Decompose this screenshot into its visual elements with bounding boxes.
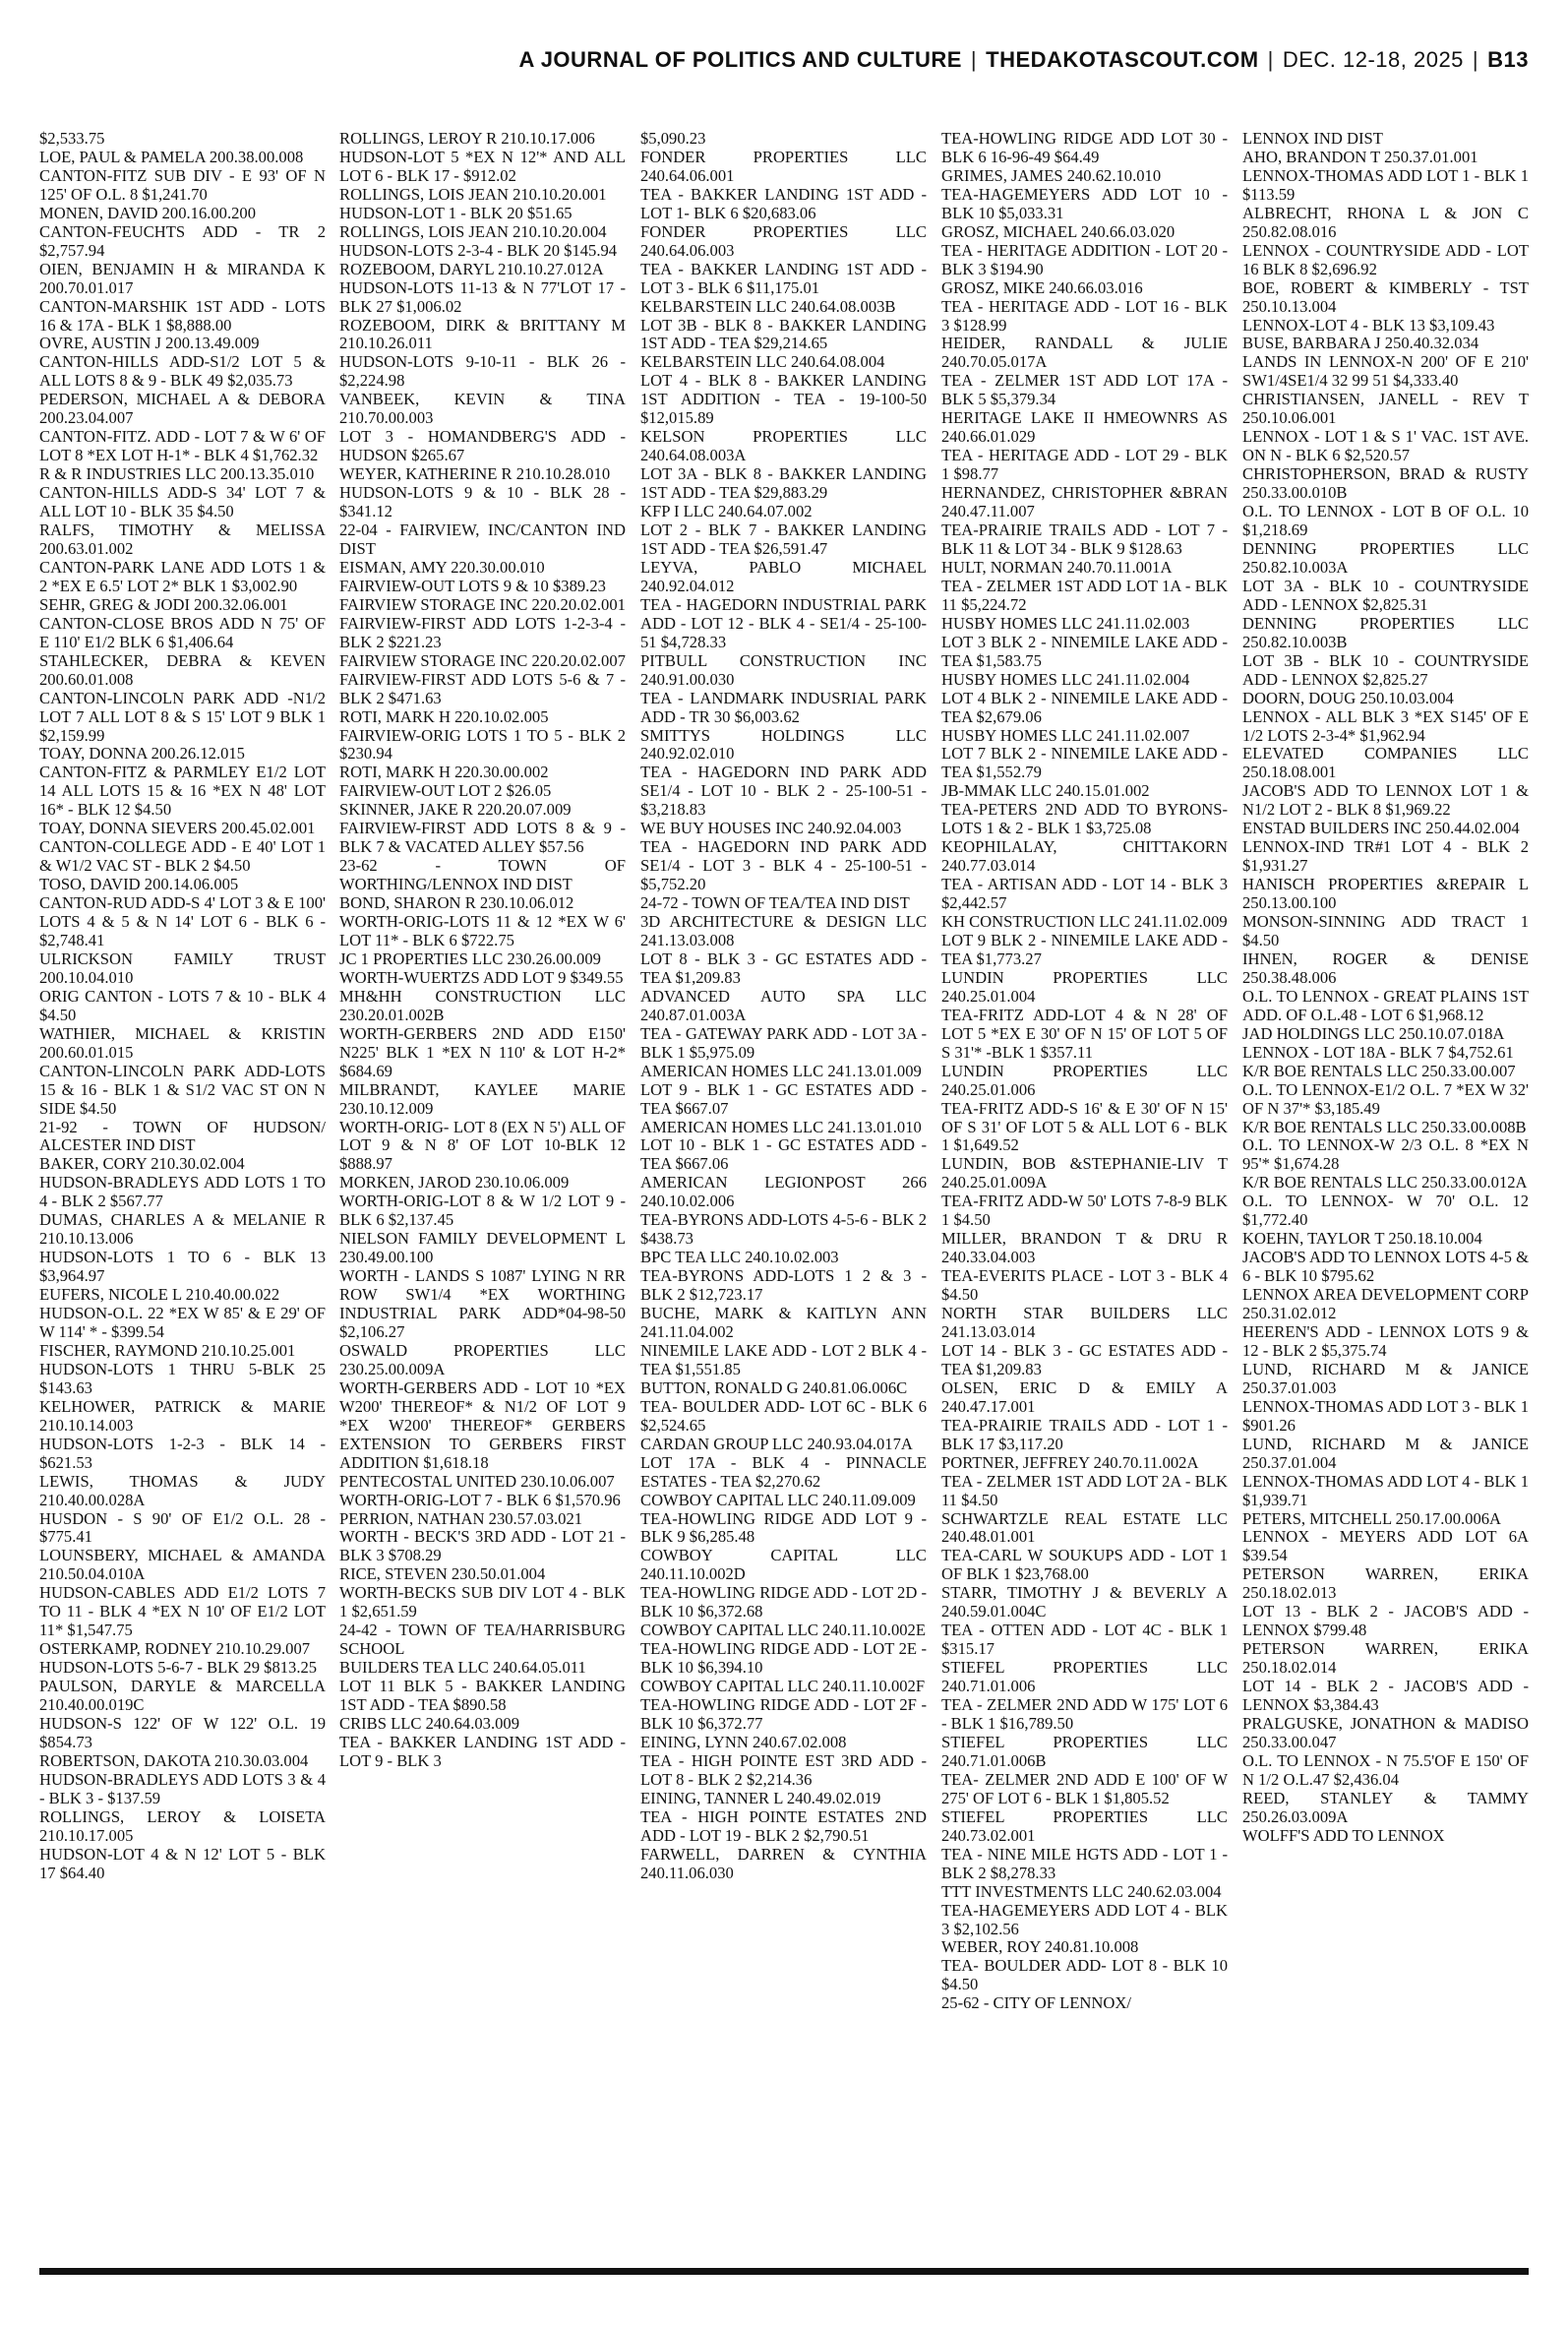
notice-entry: OSWALD PROPERTIES LLC 230.25.00.009A — [339, 1340, 626, 1378]
notice-entry: HUDSON-CABLES ADD E1/2 LOTS 7 TO 11 - BLK 4 *EX N 10' OF E1/2 LOT 11* $1,547.75 — [39, 1583, 326, 1640]
notice-entry: HUDSON-LOT 4 & N 12' LOT 5 - BLK 17 $64.40 — [39, 1844, 326, 1882]
notice-entry: LENNOX - ALL BLK 3 *EX S145' OF E 1/2 LOTS 2-3-4* $1,962.94 — [1242, 706, 1529, 745]
notice-entry: PITBULL CONSTRUCTION INC 240.91.00.030 — [640, 650, 927, 689]
bottom-rule — [39, 2268, 1529, 2275]
notice-entry: DENNING PROPERTIES LLC 250.82.10.003A — [1242, 538, 1529, 577]
notice-entry: O.L. TO LENNOX - LOT B OF O.L. 10 $1,218.69 — [1242, 502, 1529, 540]
header-separator: | — [1267, 47, 1274, 72]
notice-entry: TEA - LANDMARK INDUSRIAL PARK ADD - TR 30 $6,003.62 — [640, 688, 927, 726]
notice-entry: TOAY, DONNA SIEVERS 200.45.02.001 — [39, 819, 316, 838]
notice-entry: O.L. TO LENNOX- W 70' O.L. 12 $1,772.40 — [1242, 1192, 1529, 1230]
notice-entry: WORTH-WUERTZS ADD LOT 9 $349.55 — [339, 967, 624, 987]
notice-entry: LOT 14 - BLK 2 - JACOB'S ADD - LENNOX $3,384.43 — [1242, 1677, 1529, 1715]
notice-entry: FAIRVIEW STORAGE INC 220.20.02.007 — [339, 650, 626, 670]
notice-entry: TEA - BAKKER LANDING 1ST ADD - LOT 1- BLK 6 $20,683.06 — [640, 184, 927, 222]
notice-entry: FAIRVIEW-OUT LOT 2 $26.05 — [339, 781, 552, 801]
notice-entry: STIEFEL PROPERTIES LLC 240.71.01.006 — [941, 1658, 1228, 1696]
notice-entry: MILBRANDT, KAYLEE MARIE 230.10.12.009 — [339, 1079, 626, 1118]
notice-entry: WORTH-ORIG-LOTS 11 & 12 *EX W 6' LOT 11* - BLK 6 $722.75 — [339, 912, 626, 949]
notice-entry: TEA-BYRONS ADD-LOTS 1 2 & 3 - BLK 2 $12,723.17 — [640, 1266, 927, 1305]
notice-entry: TEA-HAGEMEYERS ADD LOT 4 - BLK 3 $2,102.56 — [941, 1900, 1228, 1938]
notice-entry: CANTON-HILLS ADD-S 34' LOT 7 & ALL LOT 10 - BLK 35 $4.50 — [39, 483, 326, 521]
notice-entry: HUDSON-LOT 5 *EX N 12'* AND ALL LOT 6 - BLK 17 - $912.02 — [339, 147, 626, 185]
notice-entry: LOT 3 BLK 2 - NINEMILE LAKE ADD -TEA $1,583.75 — [941, 632, 1228, 670]
notice-entry: MILLER, BRANDON T & DRU R 240.33.04.003 — [941, 1229, 1228, 1267]
notice-entry: CANTON-LINCOLN PARK ADD-LOTS 15 & 16 - BLK 1 & S1/2 VAC ST ON N SIDE $4.50 — [39, 1061, 326, 1118]
notice-entry: TEA-HOWLING RIDGE ADD LOT 30 - BLK 6 16-96-49 $64.49 — [941, 130, 1228, 166]
notice-entry: HUDSON-BRADLEYS ADD LOTS 3 & 4 - BLK 3 - $137.59 — [39, 1769, 326, 1807]
notice-entry: CANTON-HILLS ADD-S1/2 LOT 5 & ALL LOTS 8 & 9 - BLK 49 $2,035.73 — [39, 352, 326, 391]
column-3 — [640, 130, 927, 2263]
column-5 — [1242, 130, 1529, 2263]
notice-entry: BOE, ROBERT & KIMBERLY - TST 250.10.13.004 — [1242, 277, 1529, 316]
notice-entry: CHRISTOPHERSON, BRAD & RUSTY 250.33.00.010B — [1242, 464, 1529, 503]
notice-entry: COWBOY CAPITAL LLC 240.11.09.009 — [640, 1490, 916, 1509]
notice-entry: HUDSON-LOTS 2-3-4 - BLK 20 $145.94 — [339, 240, 618, 260]
notice-entry: ROBERTSON, DAKOTA 210.30.03.004 — [39, 1750, 309, 1770]
notice-entry: TEA - NINE MILE HGTS ADD - LOT 1 - BLK 2 $8,278.33 — [941, 1844, 1228, 1882]
notice-entry: JC 1 PROPERTIES LLC 230.26.00.009 — [339, 948, 601, 968]
notice-entry: ALBRECHT, RHONA L & JON C 250.82.08.016 — [1242, 203, 1529, 241]
notice-entry: EINING, LYNN 240.67.02.008 — [640, 1732, 847, 1751]
notice-entry: 23-62 - TOWN OF WORTHING/LENNOX IND DIST — [339, 856, 626, 894]
notice-entry: TEA-PRAIRIE TRAILS ADD - LOT 7 - BLK 11 & LOT 34 - BLK 9 $128.63 — [941, 520, 1228, 558]
notice-entry: BAKER, CORY 210.30.02.004 — [39, 1154, 245, 1174]
notice-entry: TEA-FRITZ ADD-W 50' LOTS 7-8-9 BLK 1 $4.50 — [941, 1192, 1228, 1230]
notice-entry: LOT 9 - BLK 1 - GC ESTATES ADD - TEA $667.07 — [640, 1079, 927, 1118]
notice-entry: TEA - HIGH POINTE EST 3RD ADD - LOT 8 - BLK 2 $2,214.36 — [640, 1750, 927, 1789]
notice-entry: TOSO, DAVID 200.14.06.005 — [39, 875, 239, 894]
notice-entry: SKINNER, JAKE R 220.20.07.009 — [339, 800, 572, 820]
notice-entry: LUNDIN PROPERTIES LLC 240.25.01.004 — [941, 967, 1228, 1006]
notice-entry: CANTON-COLLEGE ADD - E 40' LOT 1 & W1/2 VAC ST - BLK 2 $4.50 — [39, 837, 326, 876]
notice-entry: R & R INDUSTRIES LLC 200.13.35.010 — [39, 464, 315, 484]
notice-entry: AMERICAN HOMES LLC 241.13.01.010 — [640, 1117, 922, 1136]
notice-entry: WE BUY HOUSES INC 240.92.04.003 — [640, 819, 902, 838]
notice-entry: NIELSON FAMILY DEVELOPMENT L 230.49.00.100 — [339, 1229, 626, 1267]
notice-entry: LENNOX-THOMAS ADD LOT 4 - BLK 1 $1,939.71 — [1242, 1471, 1529, 1509]
notice-entry: BUCHE, MARK & KAITLYN ANN 241.11.04.002 — [640, 1304, 927, 1341]
notice-entry: TEA-HOWLING RIDGE ADD - LOT 2D - BLK 10 $6,372.68 — [640, 1583, 927, 1621]
notice-entry: AHO, BRANDON T 250.37.01.001 — [1242, 147, 1478, 166]
notice-entry: LOT 4 BLK 2 - NINEMILE LAKE ADD -TEA $2,679.06 — [941, 688, 1228, 726]
notice-entry: TEA - HAGEDORN IND PARK ADD SE1/4 - LOT 3 - BLK 4 - 25-100-51 - $5,752.20 — [640, 837, 927, 894]
notice-entry: ENSTAD BUILDERS INC 250.44.02.004 — [1242, 819, 1520, 838]
notice-entry: MH&HH CONSTRUCTION LLC 230.20.01.002B — [339, 986, 626, 1024]
notice-entry: WORTH-BECKS SUB DIV LOT 4 - BLK 1 $2,651.59 — [339, 1583, 626, 1621]
notice-entry: ELEVATED COMPANIES LLC 250.18.08.001 — [1242, 744, 1529, 782]
notice-entry: KH CONSTRUCTION LLC 241.11.02.009 — [941, 912, 1228, 932]
notice-entry: SMITTYS HOLDINGS LLC 240.92.02.010 — [640, 725, 927, 764]
notice-entry: LOT 3A - BLK 10 - COUNTRYSIDE ADD - LENNOX $2,825.31 — [1242, 576, 1529, 614]
notice-entry: VANBEEK, KEVIN & TINA 210.70.00.003 — [339, 390, 626, 428]
notice-entry: TEA- ZELMER 2ND ADD E 100' OF W 275' OF LOT 6 - BLK 1 $1,805.52 — [941, 1769, 1228, 1807]
notice-entry: 22-04 - FAIRVIEW, INC/CANTON IND DIST — [339, 520, 626, 558]
notice-entry: $5,090.23 — [640, 130, 706, 148]
notice-entry: ULRICKSON FAMILY TRUST 200.10.04.010 — [39, 948, 326, 987]
notice-entry: LENNOX AREA DEVELOPMENT CORP 250.31.02.012 — [1242, 1285, 1529, 1323]
notice-entry: GROSZ, MIKE 240.66.03.016 — [941, 277, 1143, 297]
notice-entry: RICE, STEVEN 230.50.01.004 — [339, 1564, 546, 1584]
notice-entry: TEA-HOWLING RIDGE ADD - LOT 2F - BLK 10 $6,372.77 — [640, 1695, 927, 1734]
notice-entry: LOT 2 - BLK 7 - BAKKER LANDING 1ST ADD - TEA $26,591.47 — [640, 520, 927, 558]
notice-entry: EINING, TANNER L 240.49.02.019 — [640, 1788, 881, 1807]
notice-entry: HEIDER, RANDALL & JULIE 240.70.05.017A — [941, 334, 1228, 372]
column-2 — [339, 130, 626, 2263]
notice-entry: LOT 17A - BLK 4 - PINNACLE ESTATES - TEA $2,270.62 — [640, 1452, 927, 1491]
notice-entry: LENNOX IND DIST — [1242, 130, 1383, 148]
notice-entry: TEA - ZELMER 2ND ADD W 175' LOT 6 - BLK 1 $16,789.50 — [941, 1695, 1228, 1734]
notice-entry: LANDS IN LENNOX-N 200' OF E 210' SW1/4SE1/4 32 99 51 $4,333.40 — [1242, 352, 1529, 391]
notice-entry: KFP I LLC 240.64.07.002 — [640, 502, 813, 521]
notice-entry: WOLFF'S ADD TO LENNOX — [1242, 1825, 1445, 1845]
notice-entry: LOT 8 - BLK 3 - GC ESTATES ADD - TEA $1,209.83 — [640, 948, 927, 987]
notice-entry: TEA - BAKKER LANDING 1ST ADD - LOT 3 - BLK 6 $11,175.01 — [640, 259, 927, 297]
notice-entry: LENNOX - MEYERS ADD LOT 6A $39.54 — [1242, 1527, 1529, 1565]
notice-entry: TEA - HIGH POINTE ESTATES 2ND ADD - LOT 19 - BLK 2 $2,790.51 — [640, 1806, 927, 1845]
notice-entry: OVRE, AUSTIN J 200.13.49.009 — [39, 334, 260, 353]
notice-entry: LUND, RICHARD M & JANICE 250.37.01.003 — [1242, 1359, 1529, 1397]
notice-entry: CANTON-FITZ. ADD - LOT 7 & W 6' OF LOT 8 *EX LOT H-1* - BLK 4 $1,762.32 — [39, 427, 326, 465]
notice-entry: FAIRVIEW-OUT LOTS 9 & 10 $389.23 — [339, 576, 606, 595]
notice-entry: KOEHN, TAYLOR T 250.18.10.004 — [1242, 1229, 1482, 1249]
website-name: THEDAKOTASCOUT.COM — [986, 47, 1259, 72]
notice-entry: COWBOY CAPITAL LLC 240.11.10.002F — [640, 1677, 926, 1696]
notice-entry: CANTON-LINCOLN PARK ADD -N1/2 LOT 7 ALL LOT 8 & S 15' LOT 9 BLK 1 $2,159.99 — [39, 688, 326, 745]
notice-entry: TEA - BAKKER LANDING 1ST ADD - LOT 9 - BLK 3 — [339, 1732, 626, 1770]
notice-entry: KEOPHILALAY, CHITTAKORN 240.77.03.014 — [941, 837, 1228, 876]
notice-entry: ROTI, MARK H 220.30.00.002 — [339, 763, 549, 782]
notice-entry: WATHIER, MICHAEL & KRISTIN 200.60.01.015 — [39, 1023, 326, 1062]
notice-entry: AMERICAN LEGIONPOST 266 240.10.02.006 — [640, 1173, 927, 1211]
publication-tagline: A JOURNAL OF POLITICS AND CULTURE — [518, 47, 962, 72]
notice-entry: WORTH-GERBERS 2ND ADD E150' N225' BLK 1 *EX N 110' & LOT H-2* $684.69 — [339, 1023, 626, 1080]
notice-entry: TEA - ZELMER 1ST ADD LOT 17A - BLK 5 $5,379.34 — [941, 371, 1228, 409]
notice-entry: PENTECOSTAL UNITED 230.10.06.007 — [339, 1471, 615, 1491]
notice-entry: 24-42 - TOWN OF TEA/HARRISBURG SCHOOL — [339, 1621, 626, 1659]
notice-entry: 21-92 - TOWN OF HUDSON/ ALCESTER IND DIST — [39, 1117, 326, 1155]
notice-entry: WEYER, KATHERINE R 210.10.28.010 — [339, 464, 611, 484]
notice-entry: FISCHER, RAYMOND 210.10.25.001 — [39, 1340, 296, 1360]
notice-entry: WORTH-ORIG-LOT 7 - BLK 6 $1,570.96 — [339, 1490, 621, 1509]
notice-entry: ROLLINGS, LOIS JEAN 210.10.20.001 — [339, 184, 607, 204]
notice-entry: MONSON-SINNING ADD TRACT 1 $4.50 — [1242, 912, 1529, 949]
notice-entry: WORTH-ORIG-LOT 8 & W 1/2 LOT 9 - BLK 6 $2,137.45 — [339, 1192, 626, 1230]
notice-entry: WORTH-ORIG- LOT 8 (EX N 5') ALL OF LOT 9 & N 8' OF LOT 10-BLK 12 $888.97 — [339, 1117, 626, 1174]
notice-entry: CANTON-MARSHIK 1ST ADD - LOTS 16 & 17A - BLK 1 $8,888.00 — [39, 296, 326, 335]
notice-entry: CRIBS LLC 240.64.03.009 — [339, 1714, 520, 1734]
notice-entry: HUDSON-LOTS 9 & 10 - BLK 28 - $341.12 — [339, 483, 626, 521]
notice-entry: IHNEN, ROGER & DENISE 250.38.48.006 — [1242, 948, 1529, 987]
notice-entry: LOT 10 - BLK 1 - GC ESTATES ADD - TEA $667.06 — [640, 1135, 927, 1174]
notice-entry: TEA - HERITAGE ADD - LOT 16 - BLK 3 $128.99 — [941, 296, 1228, 335]
notice-entry: O.L. TO LENNOX - GREAT PLAINS 1ST ADD. OF O.L.48 - LOT 6 $1,968.12 — [1242, 986, 1529, 1024]
notice-entry: LOT 11 BLK 5 - BAKKER LANDING 1ST ADD - TEA $890.58 — [339, 1677, 626, 1715]
notice-entry: TEA - ZELMER 1ST ADD LOT 2A - BLK 11 $4.50 — [941, 1471, 1228, 1509]
notice-entry: ROZEBOOM, DARYL 210.10.27.012A — [339, 259, 604, 278]
notice-entry: EUFERS, NICOLE L 210.40.00.022 — [39, 1285, 280, 1305]
notice-entry: TEA-HOWLING RIDGE ADD - LOT 2E - BLK 10 $6,394.10 — [640, 1639, 927, 1678]
notice-entry: O.L. TO LENNOX - N 75.5'OF E 150' OF N 1/2 O.L.47 $2,436.04 — [1242, 1750, 1529, 1789]
notice-entry: TEA-EVERITS PLACE - LOT 3 - BLK 4 $4.50 — [941, 1266, 1228, 1305]
notice-entry: ROTI, MARK H 220.10.02.005 — [339, 706, 549, 726]
notice-entry: OLSEN, ERIC D & EMILY A 240.47.17.001 — [941, 1377, 1228, 1416]
notice-entry: HUSBY HOMES LLC 241.11.02.003 — [941, 613, 1190, 633]
notice-entry: WORTH-GERBERS ADD - LOT 10 *EX W200' THEREOF* & N1/2 OF LOT 9 *EX W200' THEREOF* GERBERS EXTENSION TO GERBERS FIRST ADDITION $1,618.18 — [339, 1377, 626, 1472]
notice-entry: DUMAS, CHARLES A & MELANIE R 210.10.13.006 — [39, 1210, 326, 1249]
notice-entry: HULT, NORMAN 240.70.11.001A — [941, 557, 1173, 577]
notice-entry: CANTON-CLOSE BROS ADD N 75' OF E 110' E1/2 BLK 6 $1,406.64 — [39, 613, 326, 651]
notice-entry: PETERSON WARREN, ERIKA 250.18.02.014 — [1242, 1639, 1529, 1678]
notice-entry: PAULSON, DARYLE & MARCELLA 210.40.00.019C — [39, 1677, 326, 1715]
notice-entry: LOT 14 - BLK 3 - GC ESTATES ADD - TEA $1,209.83 — [941, 1340, 1228, 1378]
notice-entry: HUSBY HOMES LLC 241.11.02.007 — [941, 725, 1190, 745]
issue-date: DEC. 12-18, 2025 — [1282, 47, 1464, 72]
notice-entry: JACOB'S ADD TO LENNOX LOTS 4-5 & 6 - BLK 10 $795.62 — [1242, 1248, 1529, 1286]
notice-entry: BOND, SHARON R 230.10.06.012 — [339, 893, 574, 913]
notice-entry: LENNOX-LOT 4 - BLK 13 $3,109.43 — [1242, 315, 1495, 335]
notice-entry: LOT 3B - BLK 8 - BAKKER LANDING 1ST ADD - TEA $29,214.65 — [640, 315, 927, 353]
notice-entry: O.L. TO LENNOX-E1/2 O.L. 7 *EX W 32' OF N 37'* $3,185.49 — [1242, 1079, 1529, 1118]
notice-entry: TTT INVESTMENTS LLC 240.62.03.004 — [941, 1881, 1222, 1901]
notice-entry: LOT 3A - BLK 8 - BAKKER LANDING 1ST ADD - TEA $29,883.29 — [640, 464, 927, 503]
notice-entry: TEA - HAGEDORN IND PARK ADD SE1/4 - LOT 10 - BLK 2 - 25-100-51 - $3,218.83 — [640, 763, 927, 820]
notice-entry: KELHOWER, PATRICK & MARIE 210.10.14.003 — [39, 1396, 326, 1435]
notice-entry: HEEREN'S ADD - LENNOX LOTS 9 & 12 - BLK 2 $5,375.74 — [1242, 1322, 1529, 1360]
notice-entry: K/R BOE RENTALS LLC 250.33.00.007 — [1242, 1061, 1516, 1080]
notice-entry: LUND, RICHARD M & JANICE 250.37.01.004 — [1242, 1434, 1529, 1472]
notice-entry: CARDAN GROUP LLC 240.93.04.017A — [640, 1434, 913, 1453]
notice-entry: SEHR, GREG & JODI 200.32.06.001 — [39, 594, 288, 614]
notice-entry: TEA-CARL W SOUKUPS ADD - LOT 1 OF BLK 1 $23,768.00 — [941, 1546, 1228, 1584]
notice-entry: TEA-HOWLING RIDGE ADD LOT 9 - BLK 9 $6,285.48 — [640, 1508, 927, 1547]
notice-entry: CANTON-FITZ & PARMLEY E1/2 LOT 14 ALL LOTS 15 & 16 *EX N 48' LOT 16* - BLK 12 $4.50 — [39, 763, 326, 820]
notice-entry: ROLLINGS, LEROY R 210.10.17.006 — [339, 130, 595, 148]
notice-entry: LENNOX-THOMAS ADD LOT 3 - BLK 1 $901.26 — [1242, 1396, 1529, 1435]
page-header — [39, 47, 1529, 85]
notice-entry: MORKEN, JAROD 230.10.06.009 — [339, 1173, 570, 1193]
notice-entry: K/R BOE RENTALS LLC 250.33.00.008B — [1242, 1117, 1527, 1136]
notice-entry: TEA - HERITAGE ADD - LOT 29 - BLK 1 $98.77 — [941, 446, 1228, 484]
notice-entry: CANTON-RUD ADD-S 4' LOT 3 & E 100' LOTS 4 & 5 & N 14' LOT 6 - BLK 6 - $2,748.41 — [39, 893, 326, 949]
notice-entry: ROZEBOOM, DIRK & BRITTANY M 210.10.26.011 — [339, 315, 626, 353]
notice-entry: FAIRVIEW STORAGE INC 220.20.02.001 — [339, 594, 626, 614]
notice-entry: HUDSON-LOTS 1-2-3 - BLK 14 - $621.53 — [39, 1434, 326, 1472]
notice-entry: HUSBY HOMES LLC 241.11.02.004 — [941, 669, 1190, 689]
notice-entry: JACOB'S ADD TO LENNOX LOT 1 & N1/2 LOT 2 - BLK 8 $1,969.22 — [1242, 781, 1529, 820]
notice-entry: STIEFEL PROPERTIES LLC 240.71.01.006B — [941, 1732, 1228, 1770]
notice-entry: LUNDIN PROPERTIES LLC 240.25.01.006 — [941, 1061, 1228, 1099]
notice-entry: FAIRVIEW-ORIG LOTS 1 TO 5 - BLK 2 $230.94 — [339, 725, 626, 764]
notice-entry: TEA - HAGEDORN INDUSTRIAL PARK ADD - LOT 12 - BLK 4 - SE1/4 - 25-100-51 $4,728.33 — [640, 594, 927, 651]
notice-entry: DOORN, DOUG 250.10.03.004 — [1242, 688, 1454, 707]
notice-entry: TEA-PETERS 2ND ADD TO BYRONS-LOTS 1 & 2 - BLK 1 $3,725.08 — [941, 800, 1228, 838]
notice-entry: HUDSON-O.L. 22 *EX W 85' & E 29' OF W 114' * - $399.54 — [39, 1304, 326, 1341]
notice-entry: TEA-HAGEMEYERS ADD LOT 10 - BLK 10 $5,033.31 — [941, 184, 1228, 222]
notice-entry: GRIMES, JAMES 240.62.10.010 — [941, 165, 1162, 185]
notice-entry: ROLLINGS, LOIS JEAN 210.10.20.004 — [339, 221, 607, 241]
notice-entry: HUDSON-LOTS 1 TO 6 - BLK 13 $3,964.97 — [39, 1248, 326, 1286]
notice-entry: NORTH STAR BUILDERS LLC 241.13.03.014 — [941, 1304, 1228, 1341]
notice-entry: BUILDERS TEA LLC 240.64.05.011 — [339, 1658, 586, 1678]
notice-entry: 24-72 - TOWN OF TEA/TEA IND DIST — [640, 893, 910, 913]
notice-entry: LOUNSBERY, MICHAEL & AMANDA 210.50.04.010A — [39, 1546, 326, 1584]
notice-entry: ROLLINGS, LEROY & LOISETA 210.10.17.005 — [39, 1806, 326, 1845]
notice-entry: TOAY, DONNA 200.26.12.015 — [39, 744, 245, 764]
notice-entry: CANTON-FITZ SUB DIV - E 93' OF N 125' OF O.L. 8 $1,241.70 — [39, 165, 326, 204]
notice-entry: LOT 3 - HOMANDBERG'S ADD - HUDSON $265.67 — [339, 427, 626, 465]
notice-entry: MONEN, DAVID 200.16.00.200 — [39, 203, 257, 222]
notice-entry: TEA - HERITAGE ADDITION - LOT 20 - BLK 3 $194.90 — [941, 240, 1228, 278]
notice-entry: KELBARSTEIN LLC 240.64.08.004 — [640, 352, 885, 372]
notice-entry: LUNDIN, BOB &STEPHANIE-LIV T 240.25.01.009A — [941, 1154, 1228, 1193]
notice-entry: LOT 7 BLK 2 - NINEMILE LAKE ADD -TEA $1,552.79 — [941, 744, 1228, 782]
notice-entry: TEA- BOULDER ADD- LOT 8 - BLK 10 $4.50 — [941, 1956, 1228, 1994]
notice-entry: BUSE, BARBARA J 250.40.32.034 — [1242, 334, 1479, 353]
notice-entry: LEWIS, THOMAS & JUDY 210.40.00.028A — [39, 1471, 326, 1509]
notice-entry: TEA-PRAIRIE TRAILS ADD - LOT 1 - BLK 17 $3,117.20 — [941, 1415, 1228, 1453]
notice-entry: EISMAN, AMY 220.30.00.010 — [339, 557, 545, 577]
notice-entry: LOT 3B - BLK 10 - COUNTRYSIDE ADD - LENNOX $2,825.27 — [1242, 650, 1529, 689]
notice-entry: TEA - GATEWAY PARK ADD - LOT 3A - BLK 1 $5,975.09 — [640, 1023, 927, 1062]
notice-entry: LOT 13 - BLK 2 - JACOB'S ADD - LENNOX $799.48 — [1242, 1602, 1529, 1640]
notice-entry: AMERICAN HOMES LLC 241.13.01.009 — [640, 1061, 922, 1080]
notice-entry: FONDER PROPERTIES LLC 240.64.06.003 — [640, 221, 927, 260]
notice-entry: WORTH - LANDS S 1087' LYING N RR ROW SW1/4 *EX WORTHING INDUSTRIAL PARK ADD*04-98-50 $2,106.27 — [339, 1266, 626, 1341]
notice-entry: O.L. TO LENNOX-W 2/3 O.L. 8 *EX N 95'* $1,674.28 — [1242, 1135, 1529, 1174]
notice-entry: FAIRVIEW-FIRST ADD LOTS 5-6 & 7 - BLK 2 $471.63 — [339, 669, 626, 707]
notice-entry: HUDSON-LOTS 9-10-11 - BLK 26 - $2,224.98 — [339, 352, 626, 391]
notice-entry: LENNOX - LOT 18A - BLK 7 $4,752.61 — [1242, 1042, 1514, 1062]
notice-entry: FARWELL, DARREN & CYNTHIA 240.11.06.030 — [640, 1844, 927, 1882]
notice-entry: COWBOY CAPITAL LLC 240.11.10.002D — [640, 1546, 927, 1584]
notice-entry: HANISCH PROPERTIES &REPAIR L 250.13.00.100 — [1242, 875, 1529, 913]
notice-entry: JAD HOLDINGS LLC 250.10.07.018A — [1242, 1023, 1505, 1043]
notice-entry: HUDSON-LOTS 11-13 & N 77'LOT 17 - BLK 27 $1,006.02 — [339, 277, 626, 316]
notice-entry: HUSDON - S 90' OF E1/2 O.L. 28 - $775.41 — [39, 1508, 326, 1547]
column-4 — [941, 130, 1228, 2263]
column-1 — [39, 130, 326, 2263]
notice-entry: HUDSON-S 122' OF W 122' O.L. 19 $854.73 — [39, 1714, 326, 1751]
notice-entry: HERITAGE LAKE II HMEOWNRS AS 240.66.01.029 — [941, 408, 1228, 447]
notice-entry: TEA-FRITZ ADD-S 16' & E 30' OF N 15' OF S 31' OF LOT 5 & ALL LOT 6 - BLK 1 $1,649.52 — [941, 1098, 1228, 1155]
notice-entry: TEA- BOULDER ADD- LOT 6C - BLK 6 $2,524.65 — [640, 1396, 927, 1435]
notice-entry: ORIG CANTON - LOTS 7 & 10 - BLK 4 $4.50 — [39, 986, 326, 1024]
notice-entry: PORTNER, JEFFREY 240.70.11.002A — [941, 1452, 1199, 1472]
notice-entry: STARR, TIMOTHY J & BEVERLY A 240.59.01.004C — [941, 1583, 1228, 1621]
notice-entry: STIEFEL PROPERTIES LLC 240.73.02.001 — [941, 1806, 1228, 1845]
notice-entry: DENNING PROPERTIES LLC 250.82.10.003B — [1242, 613, 1529, 651]
notice-entry: KELSON PROPERTIES LLC 240.64.08.003A — [640, 427, 927, 465]
notice-entry: COWBOY CAPITAL LLC 240.11.10.002E — [640, 1621, 926, 1640]
notice-entry: SCHWARTZLE REAL ESTATE LLC 240.48.01.001 — [941, 1508, 1228, 1547]
notice-entry: KELBARSTEIN LLC 240.64.08.003B — [640, 296, 896, 316]
notice-entry: PETERS, MITCHELL 250.17.00.006A — [1242, 1508, 1502, 1528]
notice-entry: ADVANCED AUTO SPA LLC 240.87.01.003A — [640, 986, 927, 1024]
notice-entry: 3D ARCHITECTURE & DESIGN LLC 241.13.03.008 — [640, 912, 927, 949]
notice-entry: GROSZ, MICHAEL 240.66.03.020 — [941, 221, 1176, 241]
notice-entry: PETERSON WARREN, ERIKA 250.18.02.013 — [1242, 1564, 1529, 1603]
notice-entry: TEA - ARTISAN ADD - LOT 14 - BLK 3 $2,442.57 — [941, 875, 1228, 913]
legal-notice-columns — [39, 130, 1529, 2263]
notice-entry: NINEMILE LAKE ADD - LOT 2 BLK 4 - TEA $1,551.85 — [640, 1340, 927, 1378]
notice-entry: HERNANDEZ, CHRISTOPHER &BRAN 240.47.11.007 — [941, 483, 1228, 521]
notice-entry: LOT 9 BLK 2 - NINEMILE LAKE ADD -TEA $1,773.27 — [941, 930, 1228, 968]
notice-entry: CHRISTIANSEN, JANELL - REV T 250.10.06.001 — [1242, 390, 1529, 428]
notice-entry: LOT 4 - BLK 8 - BAKKER LANDING 1ST ADDITION - TEA - 19-100-50 $12,015.89 — [640, 371, 927, 428]
notice-entry: TEA-FRITZ ADD-LOT 4 & N 28' OF LOT 5 *EX E 30' OF N 15' OF LOT 5 OF S 31'* -BLK 1 $357.11 — [941, 1005, 1228, 1062]
notice-entry: PEDERSON, MICHAEL A & DEBORA 200.23.04.007 — [39, 390, 326, 428]
notice-entry: TEA - OTTEN ADD - LOT 4C - BLK 1 $315.17 — [941, 1621, 1228, 1659]
header-separator: | — [970, 47, 978, 72]
notice-entry: LENNOX-IND TR#1 LOT 4 - BLK 2 $1,931.27 — [1242, 837, 1529, 876]
notice-entry: WORTH - BECK'S 3RD ADD - LOT 21 - BLK 3 $708.29 — [339, 1527, 626, 1565]
notice-entry: FAIRVIEW-FIRST ADD LOTS 1-2-3-4 - BLK 2 $221.23 — [339, 613, 626, 651]
notice-entry: TEA - ZELMER 1ST ADD LOT 1A - BLK 11 $5,224.72 — [941, 576, 1228, 614]
header-separator: | — [1472, 47, 1479, 72]
notice-entry: BPC TEA LLC 240.10.02.003 — [640, 1248, 839, 1267]
notice-entry: LENNOX - COUNTRYSIDE ADD - LOT 16 BLK 8 $2,696.92 — [1242, 240, 1529, 278]
notice-entry: K/R BOE RENTALS LLC 250.33.00.012A — [1242, 1173, 1528, 1193]
notice-entry: FAIRVIEW-FIRST ADD LOTS 8 & 9 - BLK 7 & VACATED ALLEY $57.56 — [339, 819, 626, 857]
notice-entry: REED, STANLEY & TAMMY 250.26.03.009A — [1242, 1788, 1529, 1826]
notice-entry: OSTERKAMP, RODNEY 210.10.29.007 — [39, 1639, 311, 1659]
notice-entry: LOE, PAUL & PAMELA 200.38.00.008 — [39, 147, 304, 166]
notice-entry: HUDSON-LOT 1 - BLK 20 $51.65 — [339, 203, 573, 222]
notice-entry: HUDSON-LOTS 5-6-7 - BLK 29 $813.25 — [39, 1658, 318, 1678]
notice-entry: TEA-BYRONS ADD-LOTS 4-5-6 - BLK 2 $438.73 — [640, 1210, 927, 1249]
notice-entry: JB-MMAK LLC 240.15.01.002 — [941, 781, 1150, 801]
notice-entry: $2,533.75 — [39, 130, 105, 148]
page-number: B13 — [1487, 47, 1529, 72]
notice-entry: FONDER PROPERTIES LLC 240.64.06.001 — [640, 147, 927, 185]
notice-entry: LENNOX - LOT 1 & S 1' VAC. 1ST AVE. ON N - BLK 6 $2,520.57 — [1242, 427, 1529, 465]
notice-entry: RALFS, TIMOTHY & MELISSA 200.63.01.002 — [39, 520, 326, 558]
notice-entry: LEYVA, PABLO MICHAEL 240.92.04.012 — [640, 557, 927, 595]
notice-entry: HUDSON-BRADLEYS ADD LOTS 1 TO 4 - BLK 2 $567.77 — [39, 1173, 326, 1211]
notice-entry: HUDSON-LOTS 1 THRU 5-BLK 25 $143.63 — [39, 1359, 326, 1397]
notice-entry: 25-62 - CITY OF LENNOX/ — [941, 1993, 1131, 2013]
notice-entry: CANTON-PARK LANE ADD LOTS 1 & 2 *EX E 6.5' LOT 2* BLK 1 $3,002.90 — [39, 557, 326, 595]
notice-entry: LENNOX-THOMAS ADD LOT 1 - BLK 1 $113.59 — [1242, 165, 1529, 204]
notice-entry: WEBER, ROY 240.81.10.008 — [941, 1937, 1139, 1957]
notice-entry: PRALGUSKE, JONATHON & MADISO 250.33.00.047 — [1242, 1714, 1529, 1751]
notice-entry: BUTTON, RONALD G 240.81.06.006C — [640, 1377, 908, 1397]
notice-entry: OIEN, BENJAMIN H & MIRANDA K 200.70.01.017 — [39, 259, 326, 297]
notice-entry: STAHLECKER, DEBRA & KEVEN 200.60.01.008 — [39, 650, 326, 689]
notice-entry: PERRION, NATHAN 230.57.03.021 — [339, 1508, 583, 1528]
notice-entry: CANTON-FEUCHTS ADD - TR 2 $2,757.94 — [39, 221, 326, 260]
